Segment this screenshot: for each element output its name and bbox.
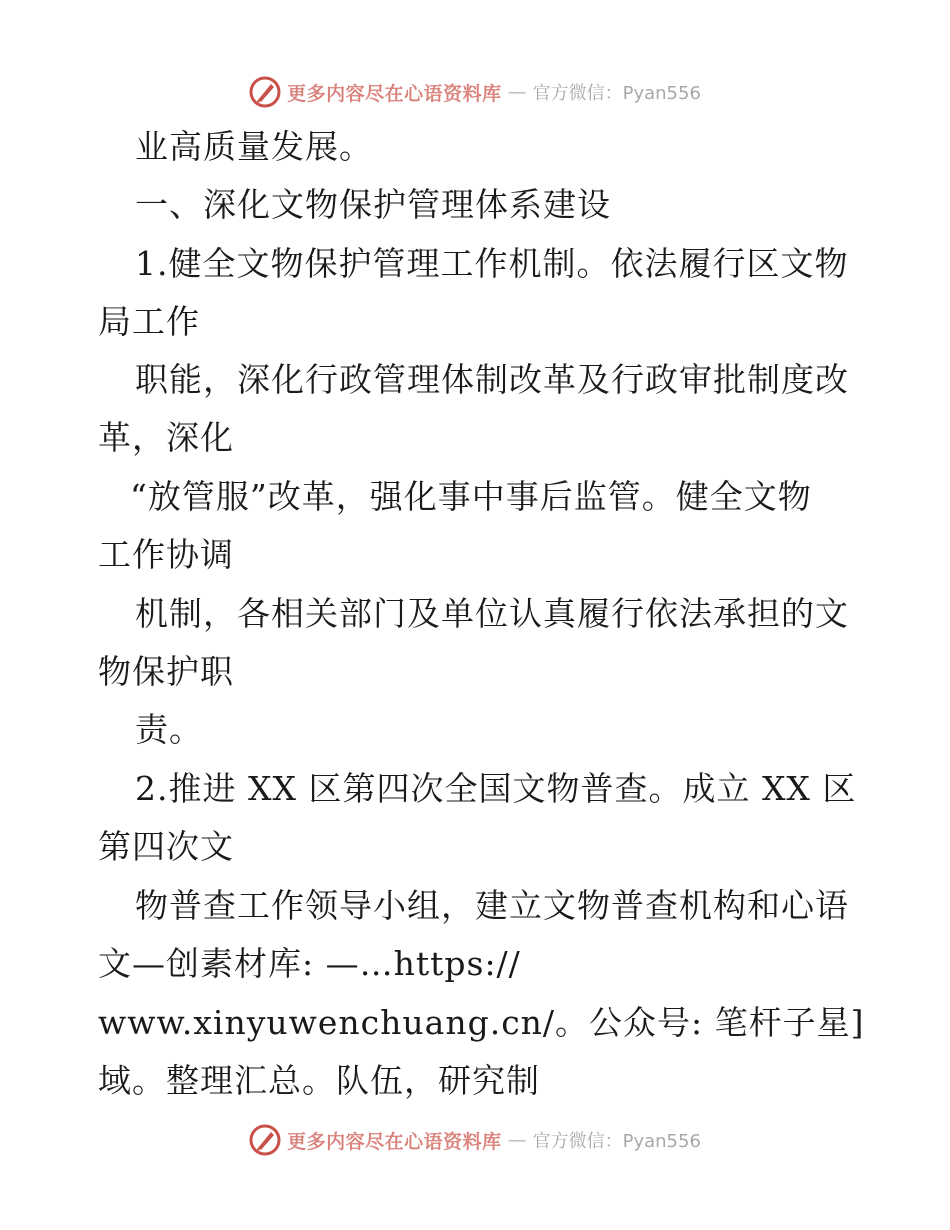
text-line: “放管服”改革，强化事中事后监管。健全文物 — [130, 477, 812, 516]
header-wechat-text: 官方微信：Pyan556 — [532, 83, 701, 104]
footer-wechat-text: 官方微信：Pyan556 — [532, 1131, 701, 1152]
footer-banner-separator: — — [507, 1129, 527, 1151]
text-line: 业高质量发展。 — [135, 127, 373, 166]
text-line: 文—创素材库: —…https:// — [98, 944, 521, 983]
text-line: 物保护职 — [98, 652, 234, 691]
text-line: 工作协调 — [98, 535, 234, 574]
header-banner-text: 更多内容尽在心语资料库 — [287, 82, 502, 105]
header-banner-separator: — — [507, 81, 527, 103]
text-line: 第四次文 — [98, 827, 234, 866]
text-line: 职能，深化行政管理体制改革及行政审批制度改 — [135, 360, 849, 399]
text-line: 1.健全文物保护管理工作机制。依法履行区文物 — [135, 244, 849, 283]
text-line: 物普查工作领导小组，建立文物普查机构和心语 — [135, 886, 849, 925]
header-banner — [0, 72, 950, 112]
text-line: 革，深化 — [98, 418, 234, 457]
text-line: 域。整理汇总。队伍，研究制 — [98, 1061, 540, 1100]
quill-pen-circle-logo-icon — [249, 1124, 281, 1156]
text-line: www.xinyuwenchuang.cn/。公众号: 笔杆子星] — [98, 1003, 865, 1042]
text-line: 2.推进 XX 区第四次全国文物普查。成立 XX 区 — [135, 769, 857, 808]
footer-banner — [0, 1120, 950, 1160]
quill-pen-circle-logo-icon — [249, 76, 281, 108]
text-line: 局工作 — [98, 302, 200, 341]
footer-banner-text: 更多内容尽在心语资料库 — [287, 1130, 502, 1153]
section-heading: 一、深化文物保护管理体系建设 — [135, 185, 611, 224]
text-line: 责。 — [135, 710, 203, 749]
text-line: 机制，各相关部门及单位认真履行依法承担的文 — [135, 594, 849, 633]
